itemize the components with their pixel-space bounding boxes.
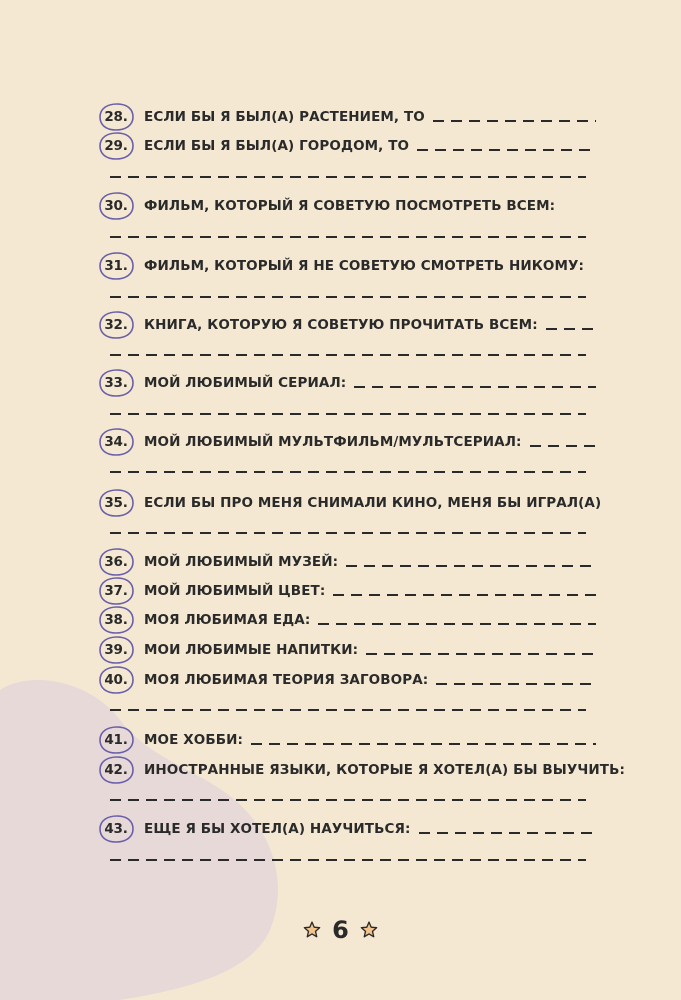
question-39 <box>96 634 596 666</box>
answer-line[interactable] <box>530 445 596 447</box>
question-text: ЕЩЕ Я БЫ ХОТЕЛ(А) НАУЧИТЬСЯ: <box>144 821 411 837</box>
question-text: ИНОСТРАННЫЕ ЯЗЫКИ, КОТОРЫЕ Я ХОТЕЛ(А) БЫ ВЫУЧИТЬ: <box>144 762 625 778</box>
question-text: ЕСЛИ БЫ ПРО МЕНЯ СНИМАЛИ КИНО, МЕНЯ БЫ ИГРАЛ(А) <box>144 495 602 511</box>
question-text: МОЙ ЛЮБИМЫЙ МУЛЬТФИЛЬМ/МУЛЬТСЕРИАЛ: <box>144 434 522 450</box>
question-42 <box>96 754 625 786</box>
star-icon <box>359 920 379 940</box>
question-43 <box>96 813 596 845</box>
page-number: 6 <box>332 916 349 944</box>
question-text: ЕСЛИ БЫ Я БЫЛ(А) РАСТЕНИЕМ, ТО <box>144 109 425 125</box>
question-text: МОЙ ЛЮБИМЫЙ МУЗЕЙ: <box>144 554 339 570</box>
question-text: ФИЛЬМ, КОТОРЫЙ Я НЕ СОВЕТУЮ СМОТРЕТЬ НИКОМУ: <box>144 258 584 274</box>
answer-line[interactable] <box>417 149 596 151</box>
question-text: МОЙ ЛЮБИМЫЙ ЦВЕТ: <box>144 583 326 599</box>
question-number-badge: 34. <box>96 428 136 456</box>
question-text: МОЕ ХОББИ: <box>144 732 243 748</box>
question-number-badge: 37. <box>96 577 136 605</box>
question-number-badge: 43. <box>96 815 136 843</box>
question-number-badge: 42. <box>96 756 136 784</box>
question-number-badge: 36. <box>96 548 136 576</box>
question-number-badge: 31. <box>96 252 136 280</box>
question-38 <box>96 604 596 636</box>
question-number-badge: 39. <box>96 636 136 664</box>
question-text: МОИ ЛЮБИМЫЕ НАПИТКИ: <box>144 642 359 658</box>
answer-line[interactable] <box>110 354 586 356</box>
question-text: ЕСЛИ БЫ Я БЫЛ(А) ГОРОДОМ, ТО <box>144 138 410 154</box>
question-number-badge: 29. <box>96 132 136 160</box>
answer-line[interactable] <box>366 653 596 655</box>
question-36 <box>96 546 596 578</box>
question-28 <box>96 101 596 133</box>
answer-line[interactable] <box>110 236 586 238</box>
answer-line[interactable] <box>110 859 586 861</box>
question-text: МОЙ ЛЮБИМЫЙ СЕРИАЛ: <box>144 375 347 391</box>
question-text: ФИЛЬМ, КОТОРЫЙ Я СОВЕТУЮ ПОСМОТРЕТЬ ВСЕМ: <box>144 198 556 214</box>
answer-line[interactable] <box>110 471 586 473</box>
question-41 <box>96 724 596 756</box>
question-35 <box>96 487 602 519</box>
question-34 <box>96 426 596 458</box>
answer-line[interactable] <box>110 413 586 415</box>
question-37 <box>96 575 596 607</box>
answer-line[interactable] <box>110 709 586 711</box>
answer-line[interactable] <box>110 296 586 298</box>
answer-line[interactable] <box>333 594 596 596</box>
question-text: МОЯ ЛЮБИМАЯ ЕДА: <box>144 612 311 628</box>
question-40 <box>96 664 596 696</box>
star-icon <box>302 920 322 940</box>
question-32 <box>96 309 596 341</box>
question-number-badge: 35. <box>96 489 136 517</box>
page-footer <box>0 912 681 948</box>
question-number-badge: 40. <box>96 666 136 694</box>
question-number-badge: 30. <box>96 192 136 220</box>
answer-line[interactable] <box>436 683 596 685</box>
question-text: КНИГА, КОТОРУЮ Я СОВЕТУЮ ПРОЧИТАТЬ ВСЕМ: <box>144 317 538 333</box>
answer-line[interactable] <box>546 328 596 330</box>
question-number-badge: 32. <box>96 311 136 339</box>
question-number-badge: 28. <box>96 103 136 131</box>
answer-line[interactable] <box>110 799 586 801</box>
question-number-badge: 33. <box>96 369 136 397</box>
question-30 <box>96 190 596 222</box>
answer-line[interactable] <box>433 120 596 122</box>
answer-line[interactable] <box>251 743 596 745</box>
answer-line[interactable] <box>354 386 596 388</box>
question-33 <box>96 367 596 399</box>
answer-line[interactable] <box>110 532 586 534</box>
answer-line[interactable] <box>419 832 597 834</box>
answer-line[interactable] <box>110 176 586 178</box>
answer-line[interactable] <box>346 565 596 567</box>
question-29 <box>96 130 596 162</box>
question-number-badge: 38. <box>96 606 136 634</box>
question-text: МОЯ ЛЮБИМАЯ ТЕОРИЯ ЗАГОВОРА: <box>144 672 429 688</box>
question-31 <box>96 250 596 282</box>
answer-line[interactable] <box>318 623 596 625</box>
question-number-badge: 41. <box>96 726 136 754</box>
